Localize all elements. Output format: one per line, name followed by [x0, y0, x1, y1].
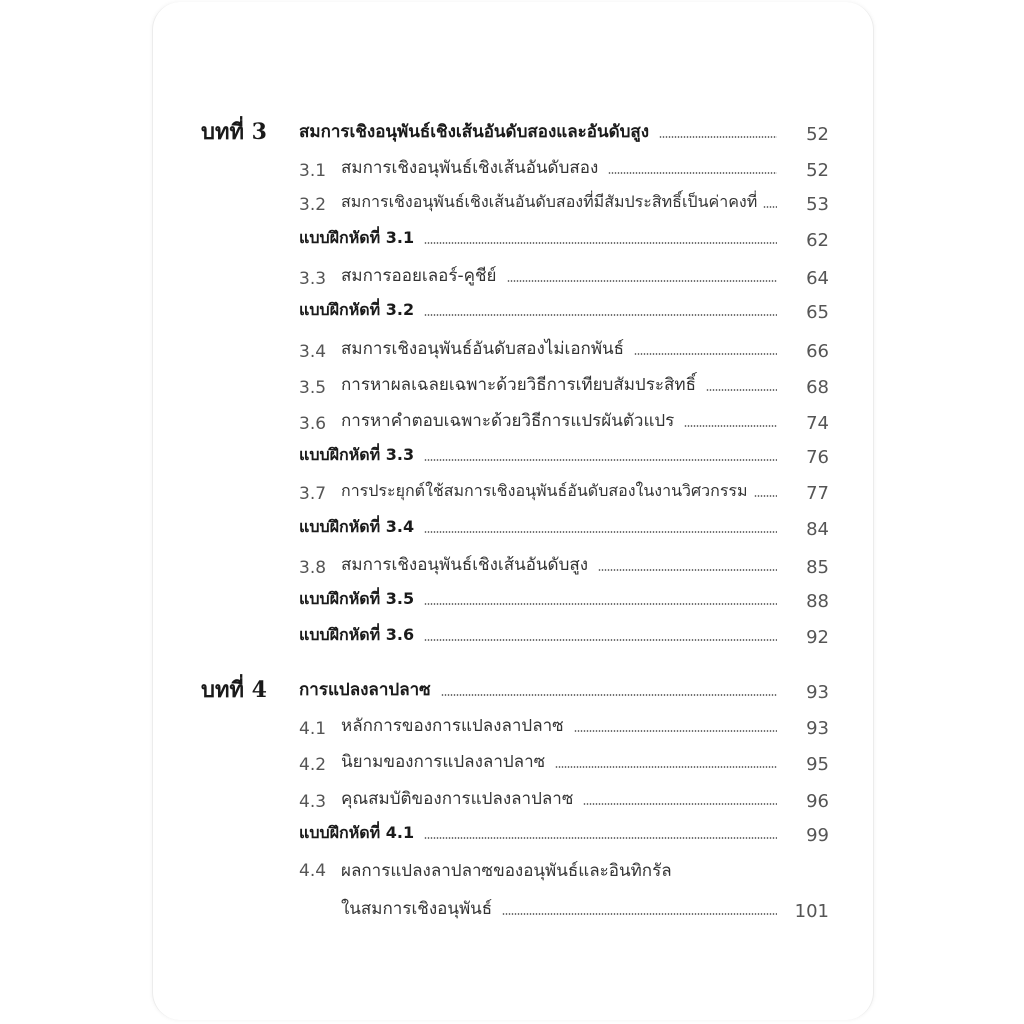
section-title: สมการออยเลอร์-คูชีย์: [341, 266, 497, 286]
section-page: 95: [806, 754, 829, 775]
dot-leader: [608, 172, 777, 174]
exercise-title: แบบฝึกหัดที่ 3.4: [299, 517, 415, 536]
chapter-3-title: สมการเชิงอนุพันธ์เชิงเส้นอันดับสองและอันดับสูง: [299, 122, 650, 142]
toc-entry-4-4-line2[interactable]: [341, 895, 829, 922]
chapter-4-title: การแปลงลาปลาซ: [299, 680, 431, 700]
section-page: 66: [806, 341, 829, 362]
section-title: สมการเชิงอนุพันธ์เชิงเส้นอันดับสองที่มีสัมประสิทธิ์เป็นค่าคงที่: [341, 192, 758, 211]
exercise-page: 92: [806, 627, 829, 648]
toc-entry-4-1[interactable]: [299, 712, 829, 739]
section-title: การหาคำตอบเฉพาะด้วยวิธีการแปรผันตัวแปร: [341, 411, 675, 431]
dot-leader: [424, 531, 777, 533]
chapter-4-number: บทที่ 4: [201, 677, 267, 703]
section-number: 4.1: [299, 719, 327, 739]
chapter-4-page: 93: [806, 682, 829, 703]
toc-entry-4-4-line1[interactable]: [299, 857, 672, 884]
toc-entry-3-6[interactable]: [299, 407, 829, 434]
section-title: คุณสมบัติของการแปลงลาปลาซ: [341, 789, 574, 809]
section-page: 96: [806, 791, 829, 812]
exercise-title: แบบฝึกหัดที่ 3.5: [299, 589, 415, 608]
chapter-4-heading[interactable]: [299, 676, 829, 703]
dot-leader: [754, 495, 777, 497]
dot-leader: [555, 766, 777, 768]
toc-entry-3-8[interactable]: [299, 551, 829, 578]
section-title: การหาผลเฉลยเฉพาะด้วยวิธีการเทียบสัมประสิทธิ์: [341, 375, 696, 395]
toc-exercise-3-5[interactable]: [299, 587, 829, 612]
section-number: 3.8: [299, 558, 327, 578]
exercise-page: 65: [806, 302, 829, 323]
dot-leader: [634, 353, 777, 355]
section-title: ผลการแปลงลาปลาซของอนุพันธ์และอินทิกรัล: [341, 861, 672, 881]
dot-leader: [659, 136, 777, 138]
section-number: 4.2: [299, 755, 327, 775]
toc-entry-3-7[interactable]: [299, 479, 829, 504]
section-title: สมการเชิงอนุพันธ์เชิงเส้นอันดับสูง: [341, 555, 589, 575]
dot-leader: [583, 803, 777, 805]
section-page: 93: [806, 718, 829, 739]
toc-exercise-3-3[interactable]: [299, 443, 829, 468]
section-number: 3.6: [299, 414, 327, 434]
exercise-title: แบบฝึกหัดที่ 3.1: [299, 228, 415, 247]
toc-entry-3-3[interactable]: [299, 262, 829, 289]
section-page: 68: [806, 377, 829, 398]
book-page: [152, 2, 874, 1020]
section-page: 101: [794, 901, 829, 922]
section-page: 77: [806, 483, 829, 504]
dot-leader: [441, 694, 777, 696]
toc-entry-3-2[interactable]: [299, 190, 829, 215]
exercise-title: แบบฝึกหัดที่ 4.1: [299, 823, 415, 842]
section-page: 74: [806, 413, 829, 434]
section-number: 3.4: [299, 342, 327, 362]
exercise-title: แบบฝึกหัดที่ 3.3: [299, 445, 415, 464]
dot-leader: [598, 569, 777, 571]
section-page: 85: [806, 557, 829, 578]
dot-leader: [424, 314, 777, 316]
dot-leader: [424, 459, 777, 461]
dot-leader: [706, 389, 777, 391]
section-number: 3.3: [299, 269, 327, 289]
section-number: 3.7: [299, 484, 327, 504]
dot-leader: [424, 242, 777, 244]
exercise-page: 99: [806, 825, 829, 846]
toc-exercise-3-2[interactable]: [299, 298, 829, 323]
exercise-title: แบบฝึกหัดที่ 3.6: [299, 625, 415, 644]
section-number: 4.3: [299, 792, 327, 812]
toc-exercise-4-1[interactable]: [299, 821, 829, 846]
section-number: 4.4: [299, 861, 327, 881]
exercise-page: 88: [806, 591, 829, 612]
section-number: 3.1: [299, 161, 327, 181]
toc-entry-4-3[interactable]: [299, 785, 829, 812]
section-title: สมการเชิงอนุพันธ์อันดับสองไม่เอกพันธ์: [341, 339, 625, 359]
dot-leader: [424, 639, 777, 641]
dot-leader: [574, 730, 777, 732]
exercise-page: 84: [806, 519, 829, 540]
exercise-page: 62: [806, 230, 829, 251]
section-page: 64: [806, 268, 829, 289]
section-number: 3.2: [299, 195, 327, 215]
section-title: นิยามของการแปลงลาปลาซ: [341, 752, 546, 772]
dot-leader: [502, 913, 777, 915]
section-title: สมการเชิงอนุพันธ์เชิงเส้นอันดับสอง: [341, 158, 599, 178]
toc-exercise-3-1[interactable]: [299, 226, 829, 251]
toc-entry-3-1[interactable]: [299, 154, 829, 181]
toc-entry-3-4[interactable]: [299, 335, 829, 362]
dot-leader: [763, 206, 777, 208]
exercise-title: แบบฝึกหัดที่ 3.2: [299, 300, 415, 319]
toc-exercise-3-6[interactable]: [299, 623, 829, 648]
section-title: การประยุกต์ใช้สมการเชิงอนุพันธ์อันดับสองในงานวิศวกรรม: [341, 481, 748, 500]
chapter-3-number: บทที่ 3: [201, 119, 267, 145]
chapter-3-heading[interactable]: [299, 118, 829, 145]
section-page: 53: [806, 194, 829, 215]
exercise-page: 76: [806, 447, 829, 468]
dot-leader: [684, 425, 777, 427]
section-page: 52: [806, 160, 829, 181]
section-title: หลักการของการแปลงลาปลาซ: [341, 716, 564, 736]
dot-leader: [507, 280, 777, 282]
toc-entry-3-5[interactable]: [299, 371, 829, 398]
toc-exercise-3-4[interactable]: [299, 515, 829, 540]
dot-leader: [424, 837, 777, 839]
dot-leader: [424, 603, 777, 605]
section-number: 3.5: [299, 378, 327, 398]
toc-entry-4-2[interactable]: [299, 748, 829, 775]
section-title-continued: ในสมการเชิงอนุพันธ์: [341, 899, 493, 919]
chapter-3-page: 52: [806, 124, 829, 145]
